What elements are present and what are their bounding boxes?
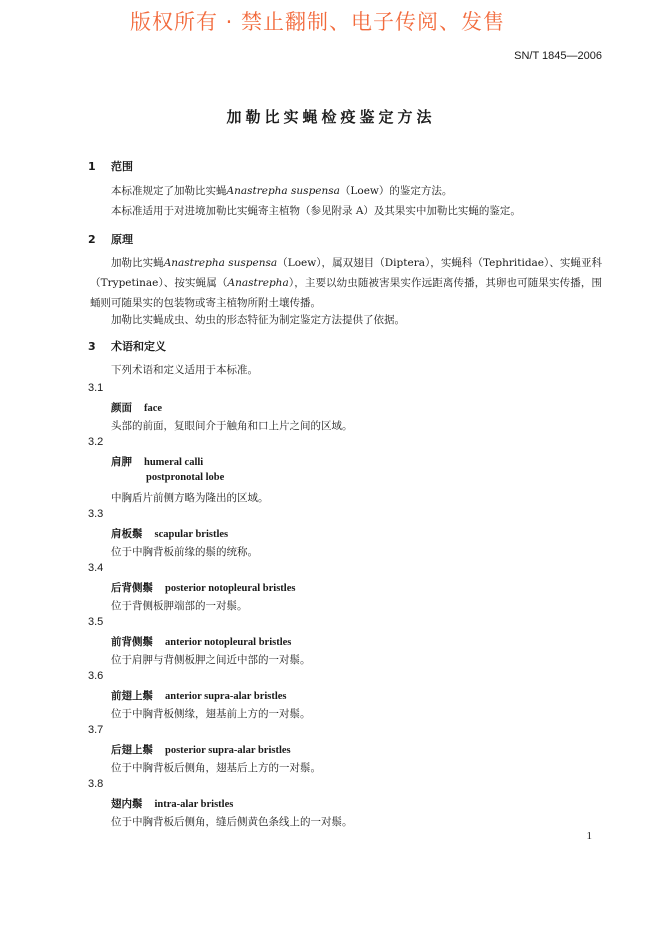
term-english: posterior supra-alar bristles [165, 745, 291, 756]
section-2-heading [88, 231, 133, 247]
standard-code: SN/T 1845—2006 [514, 50, 602, 62]
section-3-heading [88, 338, 166, 354]
term-definition: 位于中胸背板后侧角，缝后侧黄色条线上的一对鬃。 [111, 816, 353, 828]
text-run: 本标准规定了加勒比实蝇 [111, 185, 227, 197]
section-number: 3 [88, 340, 96, 353]
term-english: scapular bristles [154, 529, 229, 540]
section-number: 2 [88, 233, 96, 246]
section-3-intro: 下列术语和定义适用于本标准。 [111, 364, 258, 376]
term-definition: 位于背侧板胛端部的一对鬃。 [111, 600, 248, 612]
term-definition: 位于中胸背板前缘的鬃的统称。 [111, 546, 258, 558]
section-title: 原理 [111, 233, 133, 246]
section-1-paragraph-1 [90, 181, 602, 201]
term-english: humeral calli [144, 457, 204, 468]
term-chinese: 前翅上鬃 [111, 690, 153, 702]
term-chinese: 肩胛 [111, 456, 132, 468]
watermark-text: 版权所有 · 禁止翻制、电子传阅、发售 [130, 10, 506, 34]
term-english: anterior notopleural bristles [165, 637, 292, 648]
section-2-paragraph-1 [90, 253, 602, 313]
term-number: 3.1 [88, 382, 104, 394]
term-entry [111, 526, 228, 541]
term-number: 3.5 [88, 616, 104, 628]
text-run: 加勒比实蝇 [111, 257, 164, 269]
term-chinese: 后背侧鬃 [111, 582, 153, 594]
text-run: （Loew），属双翅目（Diptera），实蝇科（Tephritidae）、实蝇亚科（Trypetinae）、按实蝇属（ [90, 257, 602, 289]
section-1-heading [88, 158, 133, 174]
term-chinese: 后翅上鬃 [111, 744, 153, 756]
term-chinese: 翅内鬃 [111, 798, 143, 810]
scientific-name: Anastrepha suspensa [163, 257, 278, 269]
term-definition: 位于中胸背板侧缘，翅基前上方的一对鬃。 [111, 708, 311, 720]
term-number: 3.7 [88, 724, 104, 736]
term-entry [111, 634, 291, 649]
term-english-alternate: postpronotal lobe [146, 472, 225, 483]
term-entry [111, 742, 291, 757]
section-number: 1 [88, 160, 96, 173]
term-definition: 中胸盾片前侧方略为隆出的区域。 [111, 492, 269, 504]
term-chinese: 颜面 [111, 402, 132, 414]
term-number: 3.2 [88, 436, 104, 448]
term-entry [111, 580, 295, 595]
term-english: posterior notopleural bristles [165, 583, 296, 594]
term-number: 3.6 [88, 670, 104, 682]
genus-name: Anastrepha [227, 277, 289, 289]
term-entry [111, 796, 233, 811]
section-title: 术语和定义 [111, 340, 166, 353]
document-title: 加勒比实蝇检疫鉴定方法 [226, 108, 436, 126]
term-english: anterior supra-alar bristles [165, 691, 287, 702]
term-number: 3.8 [88, 778, 104, 790]
term-definition: 头部的前面，复眼间介于触角和口上片之间的区域。 [111, 420, 353, 432]
term-chinese: 前背侧鬃 [111, 636, 153, 648]
term-chinese: 肩板鬃 [111, 528, 143, 540]
term-english: face [144, 403, 163, 414]
term-english: intra-alar bristles [154, 799, 234, 810]
text-run: ），主要以幼虫随被害果实作远距离传播，其卵也可随果实传播，围蛹则可随果实的包装物或寄主植物所附土壤传播。 [90, 277, 602, 309]
text-run: （Loew）的鉴定方法。 [339, 185, 453, 197]
term-entry [111, 400, 162, 415]
page-number: 1 [586, 830, 592, 842]
section-title: 范围 [111, 160, 133, 173]
term-definition: 位于中胸背板后侧角，翅基后上方的一对鬃。 [111, 762, 321, 774]
term-definition: 位于肩胛与背侧板胛之间近中部的一对鬃。 [111, 654, 311, 666]
section-2-paragraph-2: 加勒比实蝇成虫、幼虫的形态特征为制定鉴定方法提供了依据。 [111, 314, 405, 326]
section-1-paragraph-2: 本标准适用于对进境加勒比实蝇寄主植物（参见附录 A）及其果实中加勒比实蝇的鉴定。 [111, 205, 521, 217]
scientific-name: Anastrepha suspensa [226, 185, 340, 197]
term-number: 3.4 [88, 562, 104, 574]
term-number: 3.3 [88, 508, 104, 520]
term-entry [111, 688, 287, 703]
term-entry [111, 454, 203, 469]
